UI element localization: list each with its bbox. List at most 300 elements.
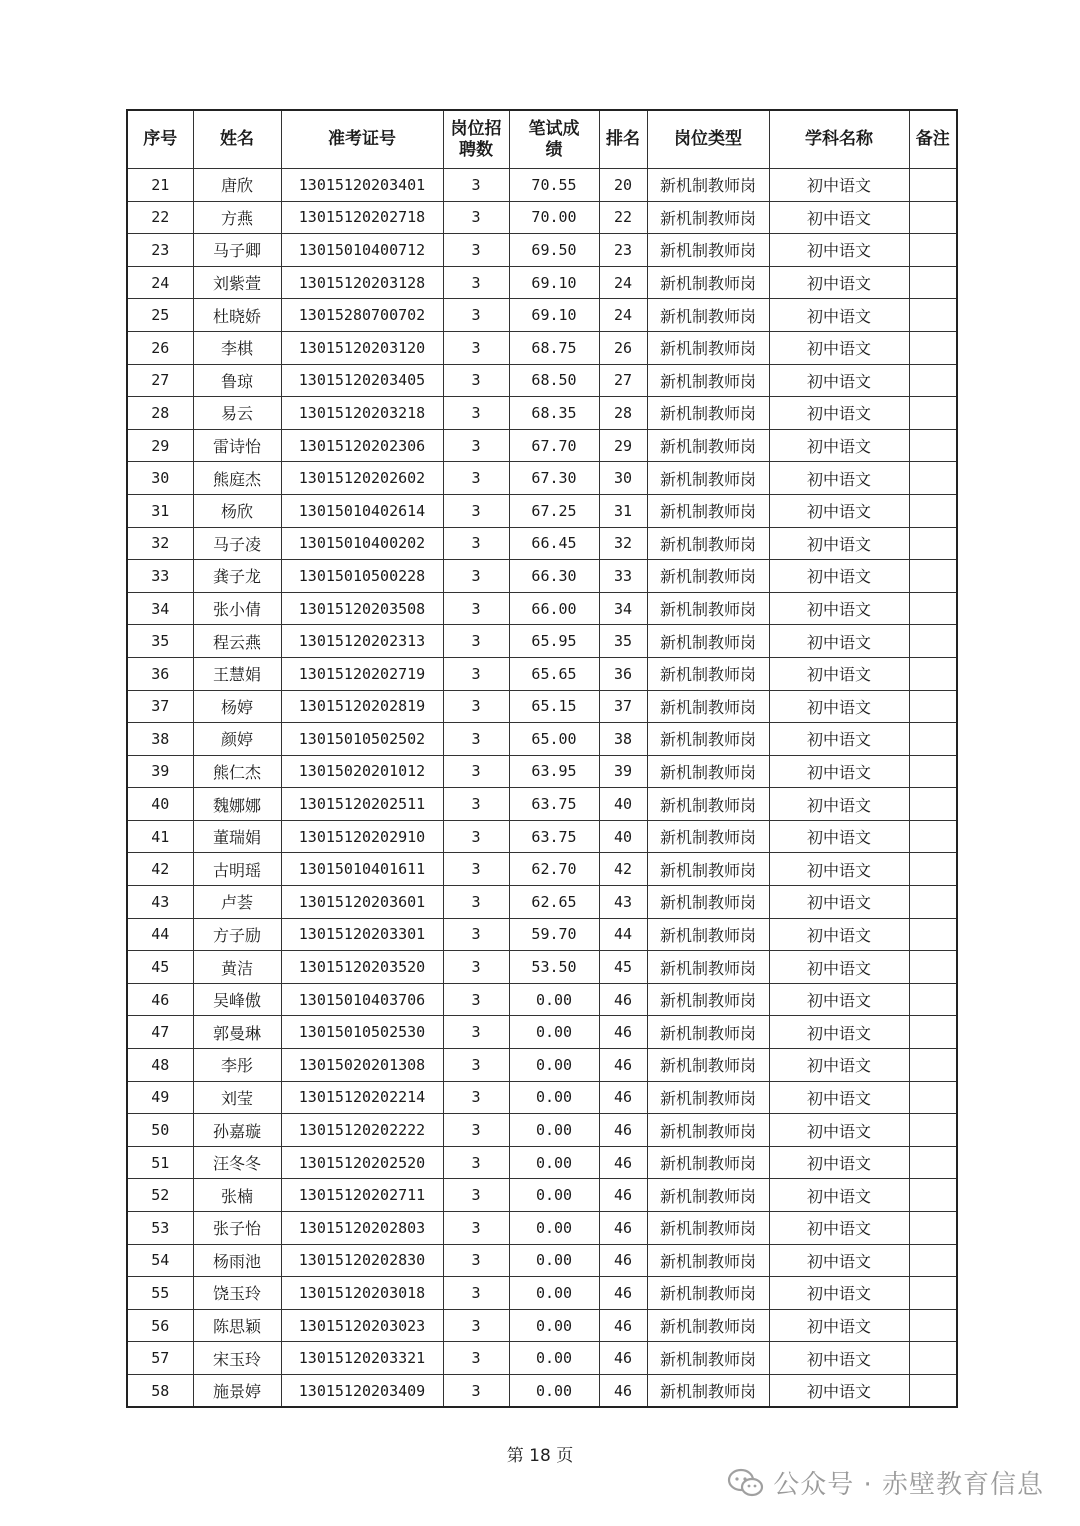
cell-subject: 初中语文 [769,331,909,364]
cell-name: 郭曼琳 [193,1016,281,1049]
table-row [127,364,957,397]
table-row [127,169,957,202]
cell-positions: 3 [443,788,509,821]
header-score: 笔试成绩 [509,110,599,169]
header-subject: 学科名称 [769,110,909,169]
table-body [127,169,957,1408]
header-name: 姓名 [193,110,281,169]
cell-positions: 3 [443,462,509,495]
cell-name: 熊仁杰 [193,755,281,788]
table-row [127,266,957,299]
cell-score: 0.00 [509,1049,599,1082]
cell-rank: 20 [599,169,647,202]
cell-ticket-number: 13015020201308 [281,1049,443,1082]
cell-ticket-number: 13015120202602 [281,462,443,495]
cell-ticket-number: 13015120202803 [281,1212,443,1245]
cell-ticket-number: 13015120202910 [281,820,443,853]
cell-score: 68.35 [509,397,599,430]
cell-ticket-number: 13015120203128 [281,266,443,299]
cell-name: 饶玉玲 [193,1277,281,1310]
cell-serial: 55 [127,1277,193,1310]
cell-post-type: 新机制教师岗 [647,1374,769,1407]
cell-subject: 初中语文 [769,951,909,984]
table-row [127,1049,957,1082]
cell-positions: 3 [443,1309,509,1342]
table-row [127,1309,957,1342]
cell-serial: 35 [127,625,193,658]
cell-post-type: 新机制教师岗 [647,494,769,527]
cell-subject: 初中语文 [769,462,909,495]
cell-serial: 52 [127,1179,193,1212]
cell-name: 张小倩 [193,592,281,625]
header-ticket-number: 准考证号 [281,110,443,169]
cell-post-type: 新机制教师岗 [647,918,769,951]
cell-ticket-number: 13015120203301 [281,918,443,951]
cell-subject: 初中语文 [769,1309,909,1342]
cell-score: 0.00 [509,1179,599,1212]
cell-subject: 初中语文 [769,657,909,690]
cell-score: 0.00 [509,1146,599,1179]
cell-remarks [909,494,957,527]
cell-score: 62.65 [509,886,599,919]
cell-remarks [909,951,957,984]
cell-remarks [909,657,957,690]
cell-remarks [909,462,957,495]
table-row [127,625,957,658]
cell-ticket-number: 13015120202830 [281,1244,443,1277]
cell-post-type: 新机制教师岗 [647,429,769,462]
cell-ticket-number: 13015120202222 [281,1114,443,1147]
cell-score: 63.75 [509,788,599,821]
table-row [127,397,957,430]
cell-score: 68.75 [509,331,599,364]
cell-post-type: 新机制教师岗 [647,1179,769,1212]
cell-score: 0.00 [509,1374,599,1407]
cell-name: 马子凌 [193,527,281,560]
cell-score: 0.00 [509,1277,599,1310]
cell-ticket-number: 13015120203401 [281,169,443,202]
cell-ticket-number: 13015120203409 [281,1374,443,1407]
cell-name: 汪冬冬 [193,1146,281,1179]
cell-subject: 初中语文 [769,364,909,397]
cell-post-type: 新机制教师岗 [647,1244,769,1277]
cell-positions: 3 [443,1212,509,1245]
cell-post-type: 新机制教师岗 [647,1081,769,1114]
cell-score: 0.00 [509,1114,599,1147]
cell-score: 0.00 [509,1342,599,1375]
page-number: 第 18 页 [506,1446,574,1466]
cell-rank: 26 [599,331,647,364]
cell-subject: 初中语文 [769,1277,909,1310]
cell-ticket-number: 13015010403706 [281,983,443,1016]
cell-post-type: 新机制教师岗 [647,560,769,593]
cell-score: 67.30 [509,462,599,495]
cell-name: 古明瑶 [193,853,281,886]
cell-ticket-number: 13015010502502 [281,723,443,756]
cell-name: 董瑞娟 [193,820,281,853]
cell-serial: 48 [127,1049,193,1082]
cell-subject: 初中语文 [769,853,909,886]
cell-positions: 3 [443,723,509,756]
cell-remarks [909,853,957,886]
cell-score: 70.55 [509,169,599,202]
cell-post-type: 新机制教师岗 [647,1309,769,1342]
cell-subject: 初中语文 [769,1374,909,1407]
cell-post-type: 新机制教师岗 [647,1277,769,1310]
cell-post-type: 新机制教师岗 [647,657,769,690]
cell-name: 颜婷 [193,723,281,756]
cell-score: 66.30 [509,560,599,593]
cell-ticket-number: 13015120203120 [281,331,443,364]
cell-positions: 3 [443,1374,509,1407]
cell-positions: 3 [443,1342,509,1375]
cell-positions: 3 [443,1244,509,1277]
cell-remarks [909,527,957,560]
cell-serial: 34 [127,592,193,625]
cell-name: 程云燕 [193,625,281,658]
cell-rank: 46 [599,1016,647,1049]
cell-score: 0.00 [509,1016,599,1049]
cell-ticket-number: 13015010402614 [281,494,443,527]
cell-post-type: 新机制教师岗 [647,1212,769,1245]
cell-rank: 23 [599,234,647,267]
table-row [127,1212,957,1245]
cell-subject: 初中语文 [769,983,909,1016]
cell-remarks [909,560,957,593]
cell-score: 67.25 [509,494,599,527]
cell-post-type: 新机制教师岗 [647,331,769,364]
cell-positions: 3 [443,234,509,267]
cell-rank: 37 [599,690,647,723]
cell-remarks [909,429,957,462]
cell-serial: 24 [127,266,193,299]
table-row [127,527,957,560]
cell-serial: 40 [127,788,193,821]
cell-serial: 32 [127,527,193,560]
cell-serial: 23 [127,234,193,267]
cell-positions: 3 [443,657,509,690]
cell-serial: 51 [127,1146,193,1179]
cell-positions: 3 [443,494,509,527]
cell-post-type: 新机制教师岗 [647,592,769,625]
cell-rank: 46 [599,1309,647,1342]
cell-name: 杨婷 [193,690,281,723]
cell-name: 魏娜娜 [193,788,281,821]
cell-ticket-number: 13015020201012 [281,755,443,788]
cell-serial: 41 [127,820,193,853]
cell-rank: 46 [599,983,647,1016]
cell-post-type: 新机制教师岗 [647,853,769,886]
cell-name: 王慧娟 [193,657,281,690]
table-row [127,690,957,723]
cell-remarks [909,1114,957,1147]
cell-serial: 54 [127,1244,193,1277]
cell-score: 66.45 [509,527,599,560]
cell-positions: 3 [443,886,509,919]
cell-remarks [909,1146,957,1179]
cell-score: 66.00 [509,592,599,625]
cell-ticket-number: 13015120203018 [281,1277,443,1310]
cell-name: 孙嘉璇 [193,1114,281,1147]
cell-name: 吴峰傲 [193,983,281,1016]
cell-remarks [909,820,957,853]
table-row [127,1016,957,1049]
cell-rank: 38 [599,723,647,756]
cell-rank: 34 [599,592,647,625]
cell-subject: 初中语文 [769,886,909,919]
cell-post-type: 新机制教师岗 [647,788,769,821]
wechat-icon [727,1467,765,1499]
cell-score: 62.70 [509,853,599,886]
cell-post-type: 新机制教师岗 [647,886,769,919]
cell-subject: 初中语文 [769,169,909,202]
cell-rank: 46 [599,1212,647,1245]
table-header [127,110,957,169]
cell-ticket-number: 13015120202520 [281,1146,443,1179]
cell-score: 63.75 [509,820,599,853]
cell-positions: 3 [443,429,509,462]
cell-score: 0.00 [509,1081,599,1114]
cell-subject: 初中语文 [769,625,909,658]
cell-post-type: 新机制教师岗 [647,820,769,853]
cell-rank: 28 [599,397,647,430]
cell-name: 张楠 [193,1179,281,1212]
cell-subject: 初中语文 [769,1114,909,1147]
cell-subject: 初中语文 [769,397,909,430]
cell-rank: 30 [599,462,647,495]
cell-subject: 初中语文 [769,788,909,821]
cell-serial: 53 [127,1212,193,1245]
cell-positions: 3 [443,592,509,625]
cell-subject: 初中语文 [769,690,909,723]
cell-name: 宋玉玲 [193,1342,281,1375]
table-row [127,1244,957,1277]
table-row [127,951,957,984]
cell-post-type: 新机制教师岗 [647,397,769,430]
cell-ticket-number: 13015120202718 [281,201,443,234]
cell-post-type: 新机制教师岗 [647,690,769,723]
cell-name: 黄洁 [193,951,281,984]
cell-post-type: 新机制教师岗 [647,527,769,560]
cell-subject: 初中语文 [769,1179,909,1212]
cell-subject: 初中语文 [769,527,909,560]
table-row [127,234,957,267]
cell-rank: 22 [599,201,647,234]
cell-name: 熊庭杰 [193,462,281,495]
cell-remarks [909,1049,957,1082]
cell-score: 67.70 [509,429,599,462]
cell-name: 方燕 [193,201,281,234]
cell-positions: 3 [443,201,509,234]
cell-rank: 46 [599,1244,647,1277]
cell-post-type: 新机制教师岗 [647,951,769,984]
cell-positions: 3 [443,1016,509,1049]
cell-ticket-number: 13015120203520 [281,951,443,984]
cell-positions: 3 [443,625,509,658]
cell-subject: 初中语文 [769,1244,909,1277]
cell-remarks [909,1016,957,1049]
cell-remarks [909,723,957,756]
cell-post-type: 新机制教师岗 [647,201,769,234]
cell-serial: 56 [127,1309,193,1342]
cell-ticket-number: 13015120203218 [281,397,443,430]
cell-rank: 44 [599,918,647,951]
cell-score: 65.65 [509,657,599,690]
cell-score: 69.50 [509,234,599,267]
cell-serial: 30 [127,462,193,495]
cell-serial: 31 [127,494,193,527]
cell-ticket-number: 13015010400202 [281,527,443,560]
cell-score: 0.00 [509,983,599,1016]
cell-remarks [909,299,957,332]
cell-name: 方子励 [193,918,281,951]
cell-serial: 37 [127,690,193,723]
cell-positions: 3 [443,527,509,560]
table-row [127,1179,957,1212]
cell-positions: 3 [443,397,509,430]
header-remarks: 备注 [909,110,957,169]
cell-remarks [909,1081,957,1114]
watermark [727,1464,1044,1501]
cell-remarks [909,755,957,788]
cell-name: 杨雨池 [193,1244,281,1277]
cell-subject: 初中语文 [769,299,909,332]
cell-serial: 26 [127,331,193,364]
cell-positions: 3 [443,951,509,984]
cell-score: 69.10 [509,299,599,332]
cell-ticket-number: 13015010400712 [281,234,443,267]
cell-subject: 初中语文 [769,494,909,527]
cell-rank: 27 [599,364,647,397]
table-row [127,853,957,886]
cell-rank: 45 [599,951,647,984]
cell-remarks [909,1342,957,1375]
table-row [127,1114,957,1147]
cell-rank: 46 [599,1277,647,1310]
cell-subject: 初中语文 [769,723,909,756]
cell-rank: 46 [599,1114,647,1147]
table-row [127,788,957,821]
cell-positions: 3 [443,299,509,332]
cell-ticket-number: 13015120203321 [281,1342,443,1375]
cell-remarks [909,690,957,723]
cell-rank: 40 [599,820,647,853]
cell-name: 刘莹 [193,1081,281,1114]
cell-serial: 44 [127,918,193,951]
cell-name: 刘紫萱 [193,266,281,299]
table-row [127,723,957,756]
cell-positions: 3 [443,560,509,593]
cell-remarks [909,1309,957,1342]
cell-post-type: 新机制教师岗 [647,1146,769,1179]
cell-name: 易云 [193,397,281,430]
cell-score: 53.50 [509,951,599,984]
table-row [127,820,957,853]
cell-subject: 初中语文 [769,1212,909,1245]
cell-rank: 46 [599,1146,647,1179]
table-row [127,299,957,332]
cell-serial: 27 [127,364,193,397]
cell-positions: 3 [443,1277,509,1310]
cell-post-type: 新机制教师岗 [647,983,769,1016]
cell-subject: 初中语文 [769,1081,909,1114]
cell-post-type: 新机制教师岗 [647,755,769,788]
cell-serial: 46 [127,983,193,1016]
cell-positions: 3 [443,820,509,853]
cell-rank: 43 [599,886,647,919]
cell-rank: 46 [599,1049,647,1082]
cell-subject: 初中语文 [769,560,909,593]
table-row [127,462,957,495]
cell-score: 70.00 [509,201,599,234]
cell-remarks [909,1179,957,1212]
cell-name: 施景婷 [193,1374,281,1407]
cell-rank: 42 [599,853,647,886]
header-post-type: 岗位类型 [647,110,769,169]
cell-remarks [909,266,957,299]
cell-score: 63.95 [509,755,599,788]
cell-remarks [909,364,957,397]
watermark-text: 公众号 · 赤壁教育信息 [773,1470,1044,1500]
cell-subject: 初中语文 [769,201,909,234]
table-row [127,1146,957,1179]
cell-rank: 39 [599,755,647,788]
cell-rank: 31 [599,494,647,527]
cell-positions: 3 [443,1049,509,1082]
score-table [126,109,958,1408]
cell-serial: 49 [127,1081,193,1114]
cell-rank: 36 [599,657,647,690]
table-row [127,918,957,951]
cell-subject: 初中语文 [769,1146,909,1179]
cell-remarks [909,625,957,658]
cell-remarks [909,886,957,919]
cell-ticket-number: 13015120203601 [281,886,443,919]
cell-score: 0.00 [509,1212,599,1245]
cell-serial: 28 [127,397,193,430]
table-row [127,429,957,462]
cell-name: 唐欣 [193,169,281,202]
table-row [127,592,957,625]
cell-subject: 初中语文 [769,592,909,625]
table-row [127,1342,957,1375]
cell-positions: 3 [443,853,509,886]
cell-post-type: 新机制教师岗 [647,1114,769,1147]
cell-post-type: 新机制教师岗 [647,462,769,495]
cell-serial: 36 [127,657,193,690]
table-row [127,755,957,788]
cell-name: 陈思颖 [193,1309,281,1342]
cell-positions: 3 [443,983,509,1016]
cell-serial: 43 [127,886,193,919]
cell-score: 69.10 [509,266,599,299]
cell-positions: 3 [443,364,509,397]
cell-name: 卢荟 [193,886,281,919]
cell-rank: 46 [599,1342,647,1375]
cell-remarks [909,331,957,364]
cell-ticket-number: 13015120202313 [281,625,443,658]
cell-subject: 初中语文 [769,1016,909,1049]
table-row [127,560,957,593]
table-row [127,331,957,364]
cell-remarks [909,983,957,1016]
cell-name: 李彤 [193,1049,281,1082]
cell-post-type: 新机制教师岗 [647,169,769,202]
cell-score: 59.70 [509,918,599,951]
cell-name: 鲁琼 [193,364,281,397]
cell-ticket-number: 13015120202511 [281,788,443,821]
cell-subject: 初中语文 [769,918,909,951]
